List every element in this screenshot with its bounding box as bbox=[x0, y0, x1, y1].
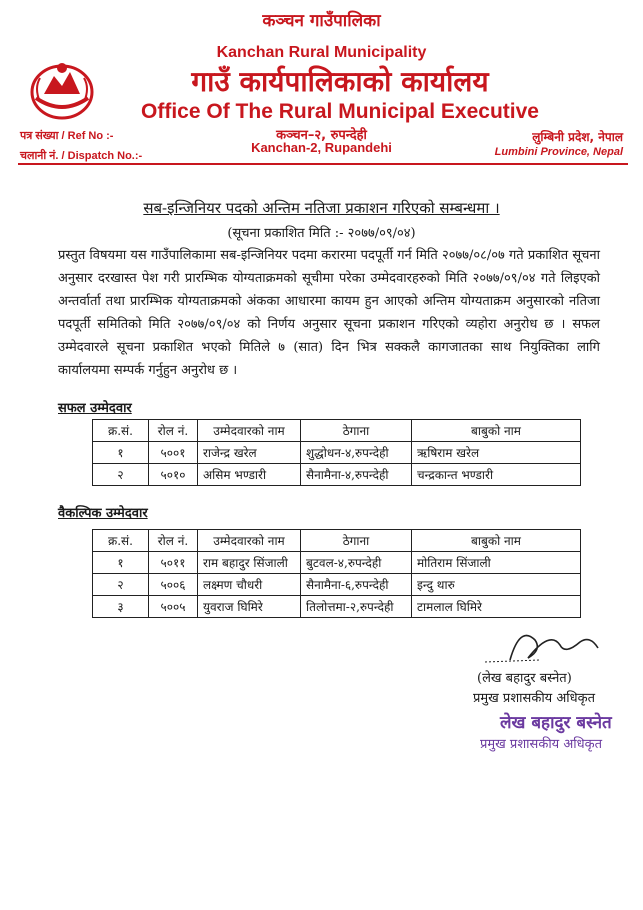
table-cell: सैनामैना-६,रुपन्देही bbox=[301, 574, 412, 596]
province-nepali: लुम्बिनी प्रदेश, नेपाल bbox=[532, 130, 623, 144]
table-cell: ३ bbox=[93, 596, 149, 618]
stamp-title: प्रमुख प्रशासकीय अधिकृत bbox=[480, 737, 603, 752]
column-header: ठेगाना bbox=[301, 420, 412, 442]
table-cell: ऋषिराम खरेल bbox=[412, 442, 581, 464]
column-header: बाबुको नाम bbox=[412, 530, 581, 552]
column-header: रोल नं. bbox=[149, 530, 198, 552]
address-english: Kanchan-2, Rupandehi bbox=[251, 140, 392, 155]
table-cell: ५०११ bbox=[149, 552, 198, 574]
table-cell: राम बहादुर सिंजाली bbox=[198, 552, 301, 574]
table-cell: लक्ष्मण चौधरी bbox=[198, 574, 301, 596]
table-cell: बुटवल-४,रुपन्देही bbox=[301, 552, 412, 574]
column-header: क्र.सं. bbox=[93, 420, 149, 442]
province-english: Lumbini Province, Nepal bbox=[494, 146, 623, 158]
table-cell: सैनामैना-४,रुपन्देही bbox=[301, 464, 412, 486]
table-cell: इन्दु थारु bbox=[412, 574, 581, 596]
table-cell: तिलोत्तमा-२,रुपन्देही bbox=[301, 596, 412, 618]
table-row bbox=[93, 442, 581, 464]
table-cell: १ bbox=[93, 442, 149, 464]
alternate-candidates-table bbox=[92, 529, 581, 618]
successful-candidates-title: सफल उम्मेदवार bbox=[58, 401, 132, 416]
successful-candidates-table bbox=[92, 419, 581, 486]
table-cell: २ bbox=[93, 574, 149, 596]
column-header: उम्मेदवारको नाम bbox=[198, 420, 301, 442]
table-cell: युवराज घिमिरे bbox=[198, 596, 301, 618]
table-row bbox=[93, 596, 581, 618]
table-cell: ५००१ bbox=[149, 442, 198, 464]
signatory-title: प्रमुख प्रशासकीय अधिकृत bbox=[473, 691, 596, 706]
header-divider bbox=[18, 163, 628, 165]
table-cell: ५०१० bbox=[149, 464, 198, 486]
table-row bbox=[93, 552, 581, 574]
column-header: उम्मेदवारको नाम bbox=[198, 530, 301, 552]
nepal-emblem-logo bbox=[22, 58, 102, 122]
table-row bbox=[93, 574, 581, 596]
column-header: रोल नं. bbox=[149, 420, 198, 442]
ref-number-label: पत्र संख्या / Ref No :- bbox=[20, 130, 114, 142]
table-cell: ५००६ bbox=[149, 574, 198, 596]
table-header-row bbox=[93, 530, 581, 552]
alternate-candidates-title: वैकल्पिक उम्मेदवार bbox=[58, 506, 148, 521]
table-header-row bbox=[93, 420, 581, 442]
table-row bbox=[93, 464, 581, 486]
signatory-name: (लेख बहादुर बस्नेत) bbox=[477, 671, 572, 686]
table-cell: शुद्धोधन-४,रुपन्देही bbox=[301, 442, 412, 464]
notice-body: प्रस्तुत विषयमा यस गाउँपालिकामा सब-इन्जिनियर पदमा करारमा पदपूर्ती गर्न मिति २०७७/०८/०७ गते प्रकाशित सूचना अनुसार दरखास्त पेश गरी प्रारम्भिक योग्यताक्रमको सूचीमा परेका उम्मेदवारहरुको मिति २०७७/०९/०४ गते लिइएको अन्तर्वार्ता तथा प्रारम्भिक योग्यताक्रमको अंकका आधारमा कायम हुन आएको अन्तिम योग्यताक्रम अनुसारको नतिजा पदपूर्ती समितिको मिति २०७७/०९/०४ को निर्णय अनुसार सूचना प्रकाशन गरिएको व्यहोरा अनुरोध छ । सफल उम्मेदवारले सूचना प्रकाशित भएको मितिले ७ (सात) दिन भित्र सक्कलै कागजातका साथ नियुक्तिका लागि कार्यालयमा सम्पर्क गर्नुहुन अनुरोध छ । bbox=[58, 248, 600, 378]
table-cell: १ bbox=[93, 552, 149, 574]
table-cell: असिम भण्डारी bbox=[198, 464, 301, 486]
office-name-english: Office Of The Rural Municipal Executive bbox=[141, 100, 539, 123]
table-cell: २ bbox=[93, 464, 149, 486]
column-header: बाबुको नाम bbox=[412, 420, 581, 442]
org-name-english: Kanchan Rural Municipality bbox=[216, 44, 427, 61]
address-nepali: कञ्चन–२, रुपन्देही bbox=[276, 128, 367, 143]
column-header: ठेगाना bbox=[301, 530, 412, 552]
stamp-name: लेख बहादुर बस्नेत bbox=[500, 713, 612, 733]
notice-subject: सब-इन्जिनियर पदको अन्तिम नतिजा प्रकाशन गरिएको सम्बन्धमा । bbox=[143, 199, 500, 217]
dispatch-number-label: चलानी नं. / Dispatch No.:- bbox=[20, 150, 143, 162]
table-cell: ५००५ bbox=[149, 596, 198, 618]
column-header: क्र.सं. bbox=[93, 530, 149, 552]
table-cell: राजेन्द्र खरेल bbox=[198, 442, 301, 464]
publish-date: (सूचना प्रकाशित मिति :- २०७७/०९/०४) bbox=[227, 226, 416, 241]
table-cell: टामलाल घिमिरे bbox=[412, 596, 581, 618]
table-cell: चन्द्रकान्त भण्डारी bbox=[412, 464, 581, 486]
org-name-nepali: कञ्चन गाउँपालिका bbox=[262, 11, 381, 31]
office-name-nepali: गाउँ कार्यपालिकाको कार्यालय bbox=[191, 65, 489, 98]
table-cell: मोतिराम सिंजाली bbox=[412, 552, 581, 574]
